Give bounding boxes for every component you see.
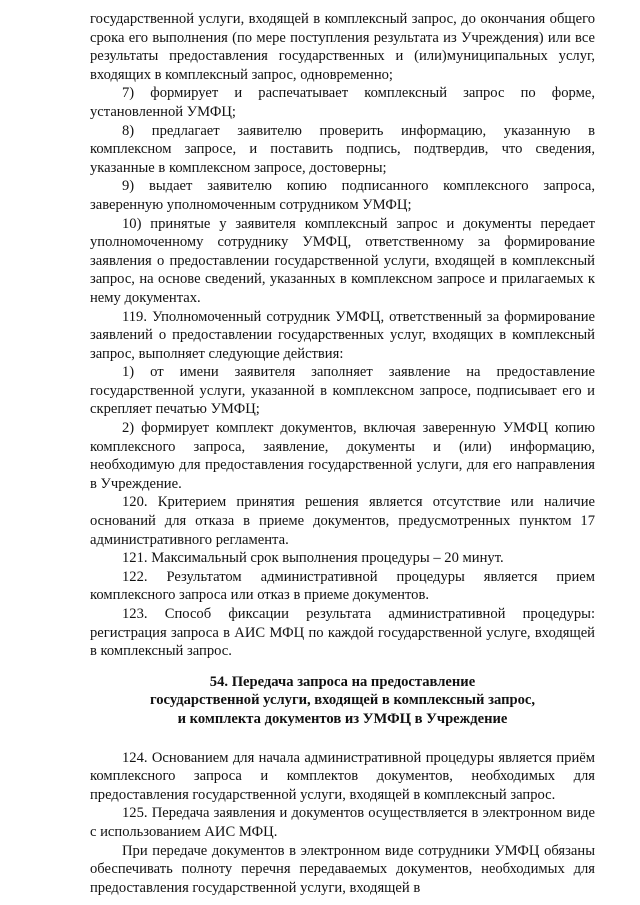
paragraph-clause-120: 120. Критерием принятия решения является отсутствие или наличие оснований для отказа в приеме документов, предусмотренных пунктом 17 административного регламента.: [90, 494, 595, 548]
paragraph-item-8: 8) предлагает заявителю проверить информацию, указанную в комплексном запросе, и поставить подпись, подтвердив, что сведения, указанные в комплексном запросе, достоверны;: [90, 122, 595, 176]
section-heading: [90, 673, 595, 729]
paragraph-clause-125: 125. Передача заявления и документов осуществляется в электронном виде с использованием АИС МФЦ.: [90, 805, 595, 840]
section-heading-line-1: 54. Передача запроса на предоставление: [209, 673, 476, 690]
paragraph-continuation: государственной услуги, входящей в комплексный запрос, до окончания общего срока его выполнения (по мере поступления результата из Учреждения) или все результаты предоставления государственных и (или)муниципальных услуг, входящих в комплексный запрос, одновременно;: [90, 11, 595, 83]
paragraph-clause-123: 123. Способ фиксации результата административной процедуры: регистрация запроса в АИС МФЦ по каждой государственной услуге, входящей в комплексный запрос.: [90, 606, 595, 660]
paragraph-119-item-2: 2) формирует комплект документов, включая заверенную УМФЦ копию комплексного запроса, заявление, документы и (или) информацию, необходимую для предоставления государственной услуги, для его направления в Учреждение.: [90, 420, 595, 492]
paragraph-clause-119: 119. Уполномоченный сотрудник УМФЦ, ответственный за формирование заявлений о предоставлении государственных услуг, входящих в комплексный запрос, выполняет следующие действия:: [90, 308, 595, 362]
paragraph-item-9: 9) выдает заявителю копию подписанного комплексного запроса, заверенную уполномоченным сотрудником УМФЦ;: [90, 178, 595, 213]
paragraph-item-10: 10) принятые у заявителя комплексный запрос и документы передает уполномоченному сотруднику УМФЦ, ответственному за формирование заявления о предоставлении государственной услуги, входящей в комплексный запрос, на основе сведений, указанных в комплексном запросе и прилагаемых к нему документах.: [90, 215, 595, 306]
paragraph-clause-121: 121. Максимальный срок выполнения процедуры – 20 минут.: [122, 550, 504, 567]
paragraph-item-7: 7) формирует и распечатывает комплексный запрос по форме, установленной УМФЦ;: [90, 85, 595, 120]
section-heading-line-2: государственной услуги, входящей в комплексный запрос,: [149, 692, 536, 709]
paragraph-clause-124: 124. Основанием для начала административной процедуры является приём комплексного запроса и комплектов документов, необходимых для предоставления государственной услуги, входящей в комплексный запрос.: [90, 749, 595, 803]
paragraph-119-item-1: 1) от имени заявителя заполняет заявление на предоставление государственной услуги, указанной в комплексном запросе, подписывает его и скрепляет печатью УМФЦ;: [90, 364, 595, 418]
document-page: [90, 10, 595, 897]
paragraph-transfer-electronic: При передаче документов в электронном виде сотрудники УМФЦ обязаны обеспечивать полноту перечня передаваемых документов, необходимых для предоставления государственной услуги, входящей в: [90, 842, 595, 896]
section-heading-line-3: и комплекта документов из УМФЦ в Учреждение: [177, 710, 508, 727]
paragraph-clause-122: 122. Результатом административной процедуры является прием комплексного запроса или отказ в приеме документов.: [90, 568, 595, 604]
